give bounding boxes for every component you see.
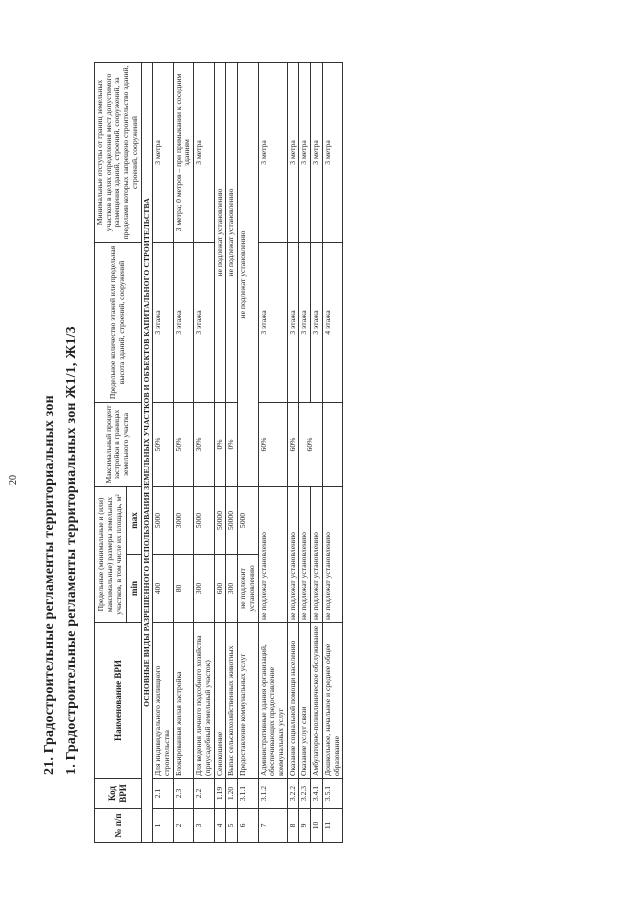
zone-heading: 1. Градостроительные регламенты территориальных зон Ж1/1, Ж1/3 <box>64 326 79 775</box>
cell-code: 3.5.1 <box>322 779 342 809</box>
section-title: ОСНОВНЫЕ ВИДЫ РАЗРЕШЕННОГО ИСПОЛЬЗОВАНИЯ ЗЕМЕЛЬНЫХ УЧАСТКОВ И ОБЪЕКТОВ КАПИТАЛЬНОГО СТРОИТЕЛЬСТВА <box>141 62 153 842</box>
cell-num: 9 <box>299 809 311 843</box>
header-min: min <box>126 555 141 623</box>
cell-not-set: не подлежит установлению <box>238 555 258 623</box>
cell-max: 3000 <box>173 486 193 554</box>
cell-percent-empty <box>322 402 342 486</box>
cell-not-set: не подлежат установлению <box>299 486 311 622</box>
cell-percent: 30% <box>194 402 214 486</box>
header-num: № п/п <box>95 809 142 843</box>
cell-num: 8 <box>287 809 299 843</box>
cell-code: 2.3 <box>173 779 193 809</box>
cell-code: 2.1 <box>153 779 173 809</box>
cell-max: 50000 <box>226 486 238 554</box>
cell-name: Амбулаторно-поликлиническое обслуживание <box>311 623 323 779</box>
cell-name: Оказание услуг связи <box>299 623 311 779</box>
header-setback: Минимальные отступы от границ земельных участков в целях определения мест допустимого размещения зданий, строений, сооружений, за пределами которых запрещено строительство зданий, строений, сооружений <box>95 62 142 242</box>
cell-percent: 50% <box>153 402 173 486</box>
cell-floors: 4 этажа <box>322 242 342 402</box>
cell-min: 300 <box>194 555 214 623</box>
cell-setback: 3 метра <box>311 62 323 242</box>
cell-max: 5000 <box>194 486 214 554</box>
cell-name: Для индивидуального жилищного строительства <box>153 623 173 779</box>
table-row <box>322 62 342 842</box>
cell-floors: 3 этажа <box>153 242 173 402</box>
cell-not-set: не подлежат установлению <box>238 62 258 486</box>
cell-floors: 3 этажа <box>258 242 287 402</box>
cell-percent: 0% <box>226 402 238 486</box>
cell-name: Блокированная жилая застройка <box>173 623 193 779</box>
cell-name: Выпас сельскохозяйственных животных <box>226 623 238 779</box>
cell-percent: 50% <box>173 402 193 486</box>
table-row <box>153 62 173 842</box>
cell-setback: 3 метра <box>322 62 342 242</box>
cell-num: 4 <box>214 809 226 843</box>
table-row <box>194 62 214 842</box>
header-percent: Максимальный процент застройки в границах земельного участка <box>95 402 142 486</box>
cell-percent: 60% <box>258 402 287 486</box>
cell-num: 7 <box>258 809 287 843</box>
cell-name: Сенокошение <box>214 623 226 779</box>
cell-num: 5 <box>226 809 238 843</box>
regulations-table <box>94 62 343 843</box>
cell-floors: 3 этажа <box>311 242 323 402</box>
cell-max: 5000 <box>153 486 173 554</box>
cell-percent: 60% <box>287 402 299 486</box>
section-row <box>141 62 153 842</box>
cell-percent: 60% <box>299 402 322 486</box>
cell-floors: 3 этажа <box>194 242 214 402</box>
cell-code: 2.2 <box>194 779 214 809</box>
cell-name: Административные здания организаций, обеспечивающих предоставление коммунальных услуг <box>258 623 287 779</box>
cell-setback: 3 метра <box>258 62 287 242</box>
header-row <box>95 62 127 842</box>
cell-max: 5000 <box>238 486 258 554</box>
cell-num: 3 <box>194 809 214 843</box>
cell-max: 50000 <box>214 486 226 554</box>
cell-not-set: не подлежат установлению <box>287 486 299 622</box>
header-floors: Предельное количество этажей или предельная высота зданий, строений, сооружений <box>95 242 142 402</box>
cell-not-set: не подлежат установлению <box>322 486 342 622</box>
cell-not-set: не подлежат установлению <box>258 486 287 622</box>
cell-percent: 0% <box>214 402 226 486</box>
table-row <box>299 62 311 842</box>
cell-name: Для ведения личного подсобного хозяйства (приусадебный земельный участок) <box>194 623 214 779</box>
table-row <box>226 62 238 842</box>
table-row <box>214 62 226 842</box>
cell-num: 1 <box>153 809 173 843</box>
cell-min: 80 <box>173 555 193 623</box>
section-heading: 21. Градостроительные регламенты территориальных зон <box>42 395 57 775</box>
cell-not-set: не подлежат установлению <box>311 486 323 622</box>
cell-num: 10 <box>311 809 323 843</box>
cell-name: Предоставление коммунальных услуг <box>238 623 258 779</box>
cell-name: Дошкольное, начальное и среднее общее образование <box>322 623 342 779</box>
cell-code: 1.19 <box>214 779 226 809</box>
table-row <box>238 62 258 842</box>
page-number: 20 <box>8 475 19 485</box>
cell-floors: 3 этажа <box>299 242 311 402</box>
header-code: Код ВРИ <box>95 779 142 809</box>
cell-code: 3.4.1 <box>311 779 323 809</box>
cell-setback: 3 метра <box>299 62 311 242</box>
cell-code: 3.2.2 <box>287 779 299 809</box>
cell-name: Оказание социальной помощи населению <box>287 623 299 779</box>
cell-floors: 3 этажа <box>287 242 299 402</box>
cell-setback: 3 метра <box>194 62 214 242</box>
cell-code: 3.1.1 <box>238 779 258 809</box>
header-size: Предельные (минимальные и (или) максимальные) размеры земельных участков, в том числе их площадь, м² <box>95 486 127 622</box>
cell-code: 3.2.3 <box>299 779 311 809</box>
cell-not-set: не подлежат установлению <box>226 62 238 402</box>
cell-code: 3.1.2 <box>258 779 287 809</box>
cell-setback: 3 метра <box>287 62 299 242</box>
cell-setback: 3 метра <box>153 62 173 242</box>
cell-setback: 3 метра; 0 метров – при примыкании к соседним зданиям <box>173 62 193 242</box>
cell-not-set: не подлежат установлению <box>214 62 226 402</box>
header-name: Наименование ВРИ <box>95 623 142 779</box>
cell-num: 6 <box>238 809 258 843</box>
cell-code: 1.20 <box>226 779 238 809</box>
cell-min: 300 <box>226 555 238 623</box>
cell-floors: 3 этажа <box>173 242 193 402</box>
cell-min: 400 <box>153 555 173 623</box>
cell-num: 11 <box>322 809 342 843</box>
table-row <box>173 62 193 842</box>
table-row <box>287 62 299 842</box>
header-max: max <box>126 486 141 554</box>
cell-min: 600 <box>214 555 226 623</box>
table-row <box>258 62 287 842</box>
cell-num: 2 <box>173 809 193 843</box>
